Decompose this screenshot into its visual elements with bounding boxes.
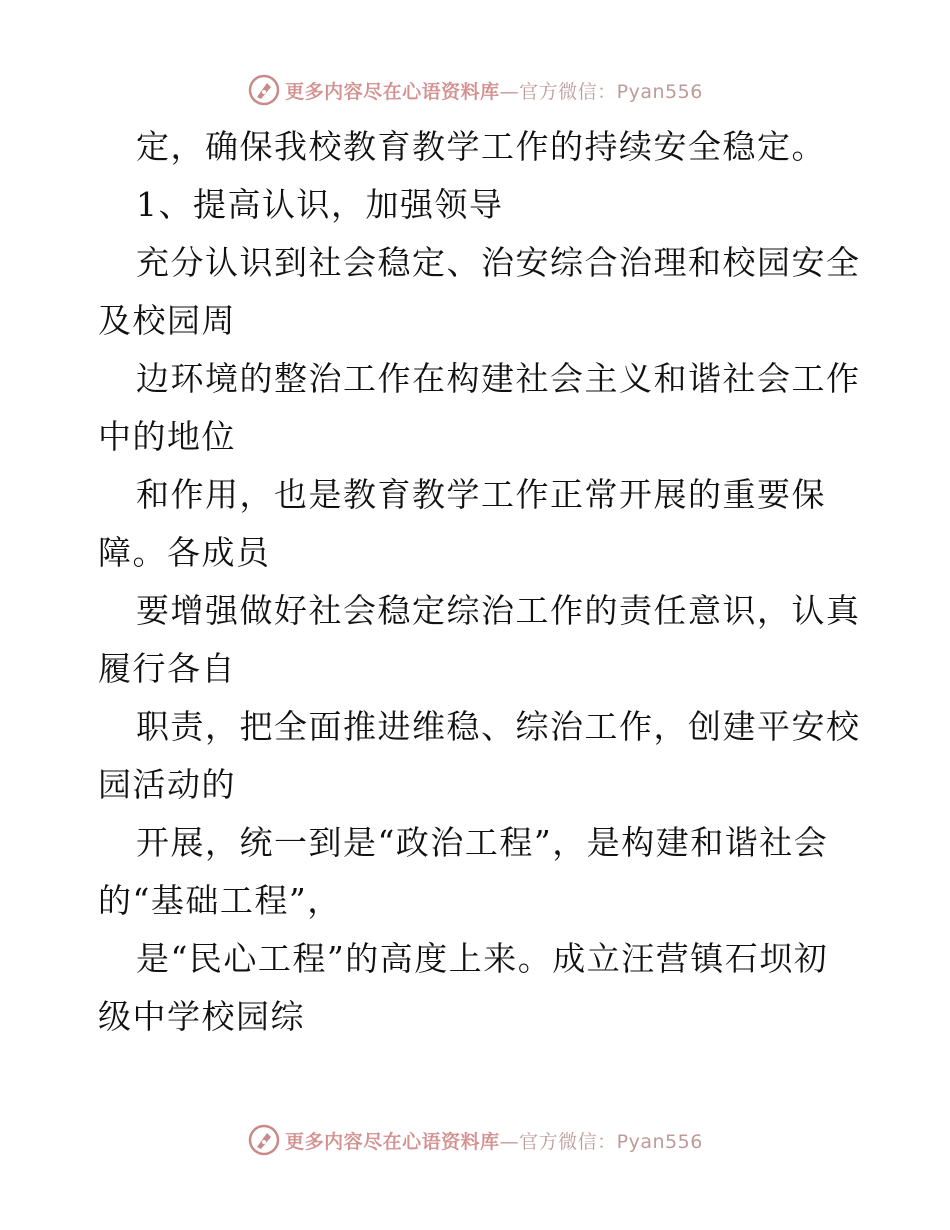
watermark-separator: — (499, 1130, 520, 1153)
text-line: 级中学校园综 (98, 997, 305, 1036)
text-line: 职责，把全面推进维稳、综治工作，创建平安校 (136, 707, 861, 746)
text-line: 中的地位 (98, 417, 236, 456)
pen-nib-circle-icon (247, 1123, 281, 1157)
text-line: 是“民心工程”的高度上来。成立汪营镇石坝初 (136, 939, 829, 978)
text-line: 定，确保我校教育教学工作的持续安全稳定。 (136, 127, 826, 166)
watermark-separator: — (499, 80, 520, 103)
section-heading: 1、提高认识，加强领导 (136, 185, 504, 224)
watermark-brand: 更多内容尽在心语资料库 (285, 1130, 500, 1153)
text-line: 及校园周 (98, 301, 236, 340)
text-line: 园活动的 (98, 765, 236, 804)
text-line: 履行各自 (98, 649, 236, 688)
text-line: 开展，统一到是“政治工程”，是构建和谐社会 (136, 823, 829, 862)
watermark-text (285, 1127, 703, 1154)
text-line: 和作用，也是教育教学工作正常开展的重要保 (136, 475, 826, 514)
text-line: 要增强做好社会稳定综治工作的责任意识，认真 (136, 591, 861, 630)
text-line: 障。各成员 (98, 533, 271, 572)
text-line: 的“基础工程”， (98, 881, 342, 920)
watermark-text (285, 77, 703, 104)
document-body (98, 118, 861, 1046)
watermark-contact: 官方微信：Pyan556 (519, 80, 703, 103)
watermark-brand: 更多内容尽在心语资料库 (285, 80, 500, 103)
text-line: 充分认识到社会稳定、治安综合治理和校园安全 (136, 243, 861, 282)
text-line: 边环境的整治工作在构建社会主义和谐社会工作 (136, 359, 861, 398)
footer-watermark (0, 1120, 950, 1160)
pen-nib-circle-icon (247, 73, 281, 107)
header-watermark (0, 70, 950, 110)
watermark-contact: 官方微信：Pyan556 (519, 1130, 703, 1153)
